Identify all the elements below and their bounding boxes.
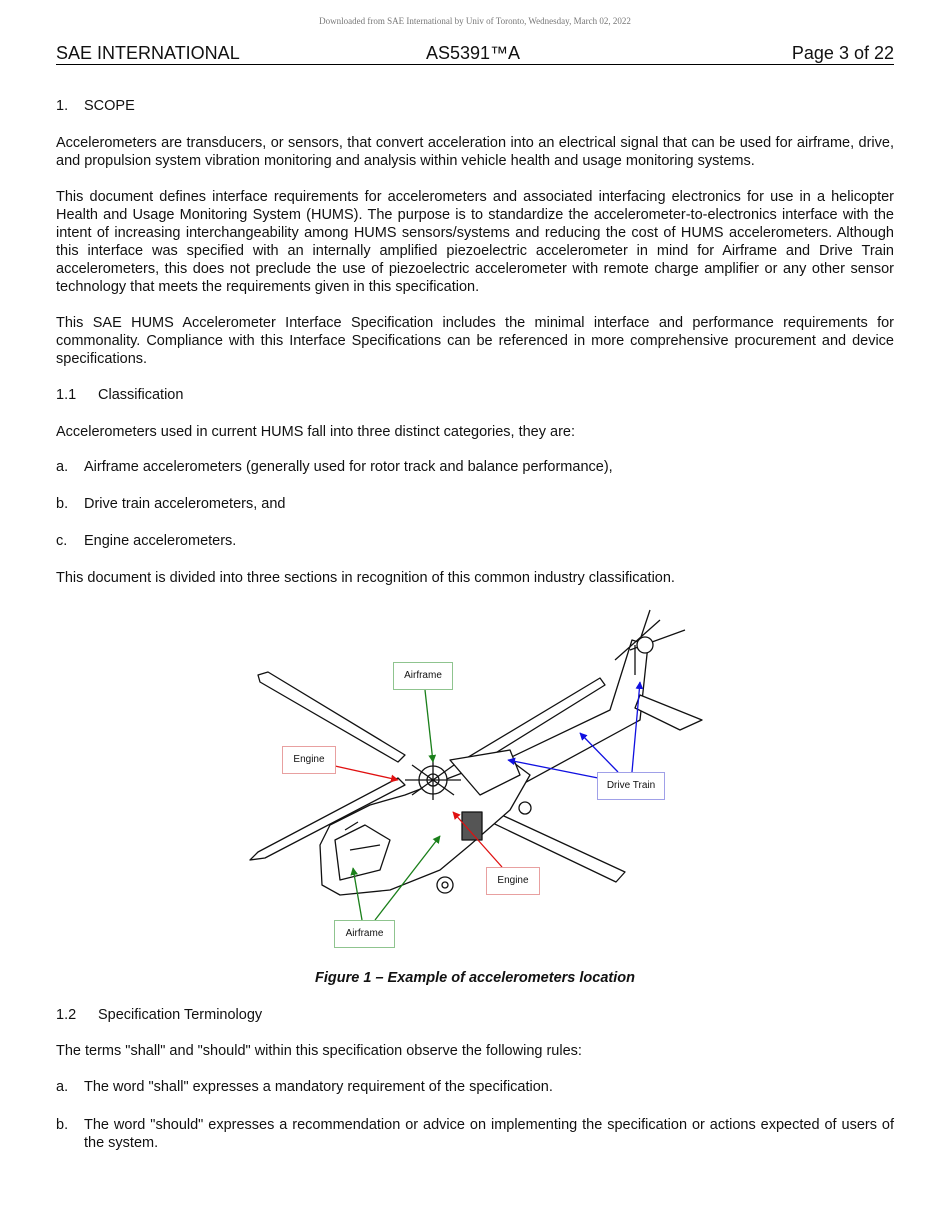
list-item [56, 458, 894, 476]
list-item [56, 495, 894, 513]
paragraph: This SAE HUMS Accelerometer Interface Specification includes the minimal interface and performance requirements for commonality. Compliance with this Interface Specifications can be referenced in more comprehensive procurement and device specifications. [56, 315, 894, 367]
header-org: SAE INTERNATIONAL [56, 43, 240, 63]
list-marker: c. [56, 533, 68, 549]
list-text: The word "should" expresses a recommendation or advice on implementing the specification or actions expected of users of the system. [84, 1117, 894, 1151]
label-airframe-bottom: Airframe [334, 920, 395, 948]
download-notice: Downloaded from SAE International by Univ of Toronto, Wednesday, March 02, 2022 [319, 16, 631, 26]
list-item [56, 1078, 894, 1096]
helicopter-figure [240, 600, 720, 955]
list-text: The word "shall" expresses a mandatory requirement of the specification. [84, 1079, 553, 1095]
section-number: 1.2 [56, 1007, 77, 1023]
header-doc-id: AS5391™A [426, 43, 521, 63]
label-airframe-top: Airframe [393, 662, 453, 690]
arrow-airframe-top [425, 690, 433, 762]
list-item [56, 532, 894, 550]
section-heading-classification [56, 386, 894, 404]
list-marker: a. [56, 1079, 69, 1095]
arrow-engine-left [335, 766, 398, 780]
section-heading-scope [56, 97, 894, 115]
list-marker: b. [56, 496, 69, 512]
section-title: Specification Terminology [98, 1007, 263, 1023]
list-marker: a. [56, 459, 69, 475]
list-text: Engine accelerometers. [84, 533, 237, 549]
section-heading-terminology [56, 1006, 894, 1024]
list-text: Drive train accelerometers, and [84, 496, 286, 512]
paragraph: This document defines interface requirements for accelerometers and associated interfacing electronics for use in a helicopter Health and Usage Monitoring System (HUMS). The purpose is to standardize the accelerometer-to-electronics interface with the intent of increasing interchangeability among HUMS sensors/systems and reducing the cost of HUMS accelerometers. Although this interface was specified with an internally amplified piezoelectric accelerometer in mind for Airframe and Drive Train accelerometers, this does not preclude the use of piezoelectric accelerometer with remote charge amplifier or any other sensor technology that meets the requirements given in this specification. [56, 189, 894, 295]
section-title: SCOPE [84, 98, 135, 114]
section-number: 1. [56, 98, 69, 114]
section-title: Classification [98, 387, 184, 403]
list-marker: b. [56, 1117, 69, 1133]
page-header [56, 43, 894, 65]
header-page-number: Page 3 of 22 [791, 43, 894, 63]
list-text: Airframe accelerometers (generally used for rotor track and balance performance), [84, 459, 613, 475]
paragraph: Accelerometers are transducers, or sensors, that convert acceleration into an electrical signal that can be used for airframe, drive, and propulsion system vibration monitoring and analysis within vehicle health and usage monitoring systems. [56, 135, 894, 169]
figure-caption: Figure 1 – Example of accelerometers location [315, 970, 635, 986]
paragraph: Accelerometers used in current HUMS fall into three distinct categories, they are: [56, 424, 576, 440]
section-number: 1.1 [56, 387, 77, 403]
list-item [56, 1116, 894, 1152]
label-drive-train: Drive Train [597, 772, 665, 800]
label-engine-bottom: Engine [486, 867, 540, 895]
label-engine-left: Engine [282, 746, 336, 774]
paragraph: The terms "shall" and "should" within this specification observe the following rules: [56, 1043, 582, 1059]
paragraph: This document is divided into three sections in recognition of this common industry classification. [56, 570, 675, 586]
